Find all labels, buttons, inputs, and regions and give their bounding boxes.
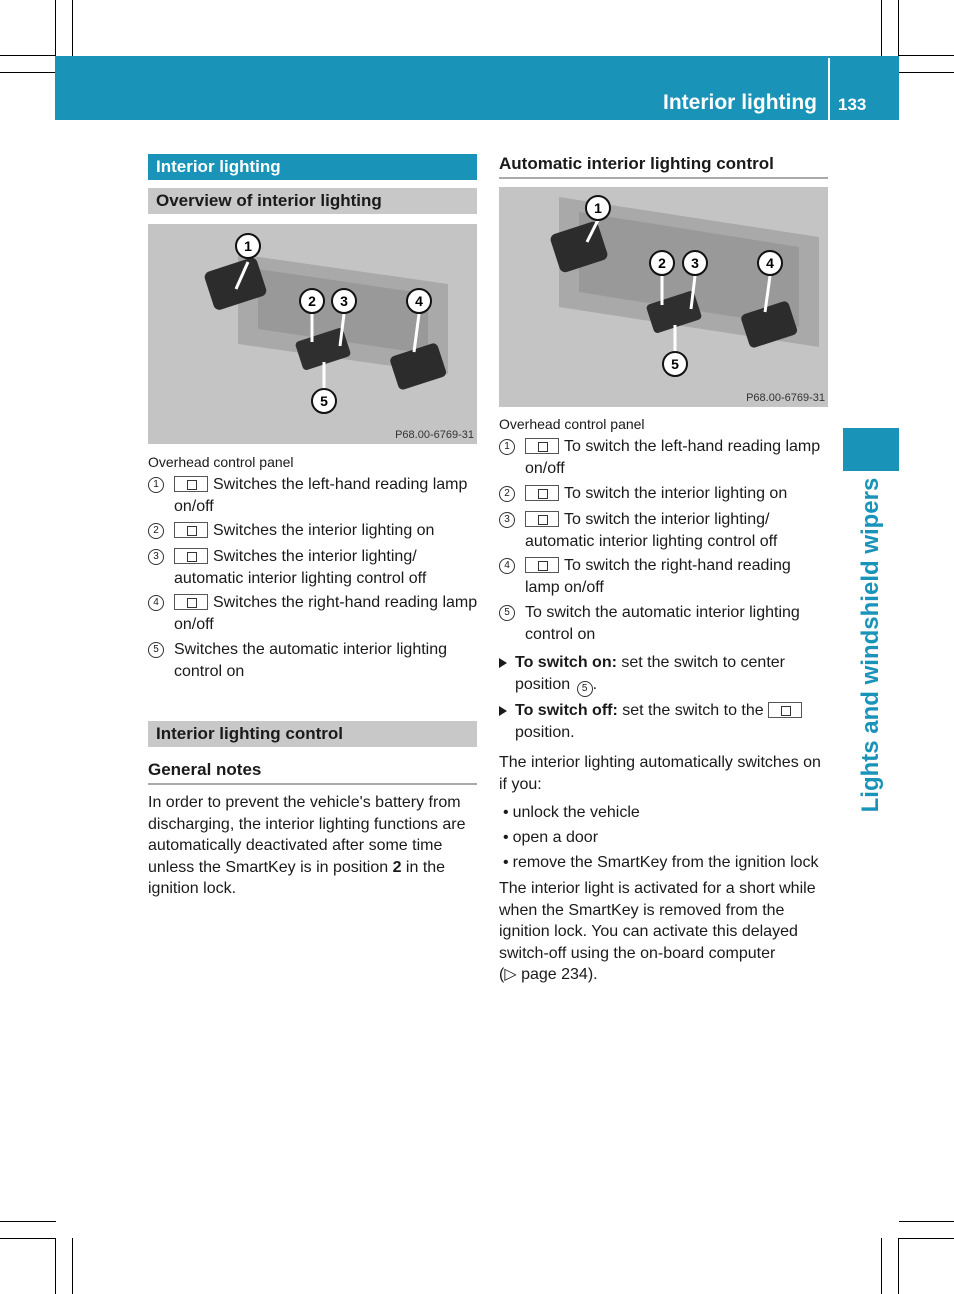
- image-caption: Overhead control panel: [148, 454, 294, 470]
- legend-item: [148, 592, 478, 636]
- page-header-title: Interior lighting: [663, 91, 817, 114]
- bullet-item: • remove the SmartKey from the ignition lock: [503, 854, 819, 871]
- step-arrow-icon: [499, 658, 507, 668]
- section-title: Automatic interior lighting control: [499, 154, 828, 179]
- crop-mark: [0, 55, 56, 56]
- step-position-number: 5: [577, 681, 593, 697]
- item-number: 2: [148, 523, 164, 539]
- overhead-panel-illustration: [148, 224, 477, 444]
- callout-2: 2: [308, 293, 316, 309]
- item-number: 1: [499, 439, 515, 455]
- item-text: Switches the automatic interior lighting control on: [174, 641, 448, 680]
- crop-mark: [898, 1238, 899, 1294]
- item-text: Switches the right-hand reading lamp on/off: [174, 594, 478, 633]
- callout-3: 3: [691, 255, 699, 271]
- reading-lamp-icon: [525, 557, 559, 573]
- control-section-title: Interior lighting control: [148, 721, 477, 747]
- overhead-panel-illustration: [499, 187, 828, 407]
- crop-mark: [55, 0, 56, 56]
- item-number: 3: [148, 549, 164, 565]
- image-code: P68.00-6769-31: [395, 429, 474, 441]
- crop-mark: [899, 1238, 954, 1239]
- page-number: 133: [838, 95, 867, 114]
- instruction-step: To switch off: set the switch to the position.: [499, 700, 829, 744]
- reading-lamp-icon: [525, 438, 559, 454]
- image-code: P68.00-6769-31: [746, 392, 825, 404]
- item-number: 5: [499, 605, 515, 621]
- item-number: 1: [148, 477, 164, 493]
- crop-mark: [898, 0, 899, 56]
- legend-item: [148, 546, 478, 590]
- item-text: To switch the left-hand reading lamp on/off: [525, 438, 821, 477]
- crop-mark: [0, 1221, 56, 1222]
- crop-mark: [72, 0, 73, 56]
- legend-item: [148, 639, 478, 683]
- callout-2: 2: [658, 255, 666, 271]
- item-number: 3: [499, 512, 515, 528]
- interior-light-icon: [174, 522, 208, 538]
- crop-mark: [899, 55, 954, 56]
- crop-mark: [899, 72, 954, 73]
- item-text: Switches the interior lighting on: [213, 522, 435, 539]
- item-number: 5: [148, 642, 164, 658]
- item-text: To switch the right-hand reading lamp on/off: [525, 557, 791, 596]
- item-text: To switch the interior lighting/ automatic interior lighting control off: [525, 511, 778, 550]
- callout-1: 1: [244, 238, 252, 254]
- reading-lamp-icon: [174, 594, 208, 610]
- callout-5: 5: [671, 356, 679, 372]
- instruction-step: To switch on: set the switch to center position 5 .: [499, 652, 829, 696]
- crop-mark: [0, 72, 56, 73]
- chapter-label: Lights and windshield wipers: [857, 477, 884, 813]
- general-notes-text: In order to prevent the vehicle's battery from discharging, the interior lighting functions are automatically deactivated after some time unless the SmartKey is in position 2 in the ignition lock.: [148, 794, 466, 897]
- overhead-panel-photo: [499, 187, 828, 407]
- item-text: Switches the left-hand reading lamp on/off: [174, 476, 468, 515]
- legend-item: [148, 474, 478, 518]
- legend-item: [499, 483, 829, 505]
- callout-4: 4: [415, 293, 423, 309]
- crop-mark: [899, 1221, 954, 1222]
- item-number: 4: [148, 595, 164, 611]
- legend-item: [499, 555, 829, 599]
- bullet-item: • open a door: [503, 829, 599, 846]
- subsection-title: Overview of interior lighting: [148, 188, 477, 214]
- callout-1: 1: [594, 200, 602, 216]
- interior-light-off-icon: [174, 548, 208, 564]
- callout-3: 3: [340, 293, 348, 309]
- item-number: 2: [499, 486, 515, 502]
- item-number: 4: [499, 558, 515, 574]
- legend-item: [499, 602, 829, 646]
- overhead-panel-photo: [148, 224, 477, 444]
- crop-mark: [881, 1238, 882, 1294]
- crop-mark: [72, 1238, 73, 1294]
- callout-5: 5: [320, 393, 328, 409]
- step-arrow-icon: [499, 706, 507, 716]
- interior-light-icon: [525, 485, 559, 501]
- image-caption: Overhead control panel: [499, 416, 645, 432]
- item-text: Switches the interior lighting/ automatic interior lighting control off: [174, 548, 427, 587]
- item-text: To switch the automatic interior lighting control on: [525, 604, 800, 643]
- crop-mark: [55, 1238, 56, 1294]
- legend-item: [148, 520, 478, 542]
- closing-text: The interior light is activated for a short while when the SmartKey is removed from the ignition lock. You can activate this delayed switch-off using the on-board computer (▷ page 234).: [499, 880, 816, 983]
- crop-mark: [0, 1238, 56, 1239]
- interior-light-off-icon: [525, 511, 559, 527]
- legend-item: [499, 436, 829, 480]
- auto-text: The interior lighting automatically switches on if you:: [499, 754, 821, 793]
- crop-mark: [881, 0, 882, 56]
- legend-item: [499, 509, 829, 553]
- callout-4: 4: [766, 255, 774, 271]
- reading-lamp-icon: [174, 476, 208, 492]
- general-notes-title: General notes: [148, 760, 477, 785]
- header-separator: [828, 58, 830, 120]
- chapter-tab: [843, 428, 899, 471]
- section-title: Interior lighting: [148, 154, 477, 180]
- interior-light-off-icon: [768, 702, 802, 718]
- item-text: To switch the interior lighting on: [564, 485, 788, 502]
- bullet-item: • unlock the vehicle: [503, 804, 640, 821]
- page-reference-link[interactable]: (▷ page 234).: [499, 966, 598, 983]
